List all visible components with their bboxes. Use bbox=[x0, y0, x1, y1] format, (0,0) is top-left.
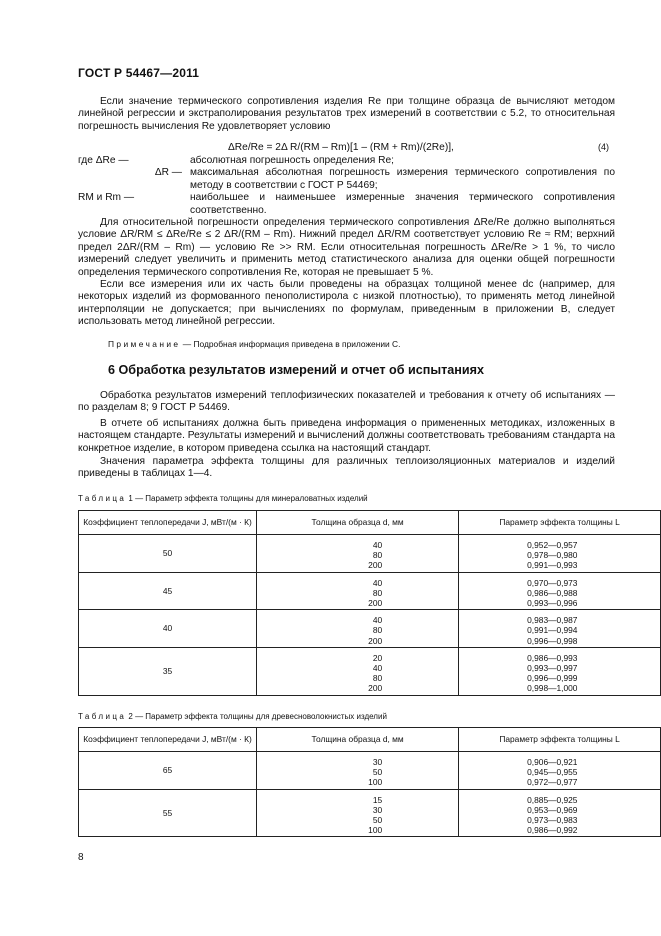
definition-term: ΔR — bbox=[154, 167, 182, 179]
parameter-cell bbox=[459, 647, 661, 695]
thickness-cell bbox=[257, 647, 459, 695]
paragraph-condition: Для относительной погрешности определения термического сопротивления ΔRe/Re должно выполняться условие ΔR/RM ≤ ΔRe/Re ≤ 2 ΔR/(RM – Rm). Нижний предел ΔR/RM соответствует условию Re ≈ RM; верхний предел 2ΔR/(RM – Rm) — условию Re >> RM. Если относительная погрешность ΔRe/Re > 1 %, то число измерений следует увеличить и применить метод статистического анализа для оценки общей погрешности определения термического сопротивления Re, которая не превышает 5 %. bbox=[78, 217, 615, 278]
paragraph-linear-regression: Если значение термического сопротивления изделия Re при толщине образца de вычисляют методом линейной регрессии и экстраполирования результатов трех измерений в соответствии с 5.2, то относительная погрешность вычисления Re удовлетворяет условию bbox=[78, 96, 615, 132]
thickness-value: 200 bbox=[368, 683, 383, 694]
formula-4: ΔRe/Re = 2Δ R/(RM – Rm)[1 – (RM + Rm)/(2Re)], bbox=[228, 142, 454, 153]
thickness-value: 100 bbox=[368, 825, 383, 836]
thickness-value: 50 bbox=[372, 815, 383, 826]
coefficient-cell: 35 bbox=[79, 647, 257, 695]
definition-item bbox=[78, 155, 615, 167]
section-paragraph-3: Значения параметра эффекта толщины для различных теплоизоляционных материалов и изделий приведены в таблицах 1—4. bbox=[78, 456, 615, 480]
parameter-value: 0,983—0,987 bbox=[527, 615, 578, 626]
thickness-value: 80 bbox=[372, 625, 383, 636]
definition-desc: абсолютная погрешность определения Re; bbox=[190, 155, 394, 166]
header-thickness: Толщина образца d, мм bbox=[257, 511, 459, 535]
definition-desc: наибольшее и наименьшее измеренные значения термического сопротивления соответственно. bbox=[190, 192, 615, 216]
table-row bbox=[79, 535, 661, 573]
header-coefficient: Коэффициент теплопередачи J, мВт/(м · К) bbox=[79, 511, 257, 535]
header-parameter: Параметр эффекта толщины L bbox=[459, 511, 661, 535]
table2-caption-label: Таблица bbox=[78, 712, 127, 721]
section-title: 6 Обработка результатов измерений и отчет об испытаниях bbox=[108, 363, 484, 377]
thickness-value: 40 bbox=[372, 540, 383, 550]
table1-caption bbox=[78, 494, 368, 504]
thickness-value: 200 bbox=[368, 560, 383, 571]
page-number: 8 bbox=[78, 852, 84, 863]
definition-term: RM и Rm — bbox=[78, 192, 135, 204]
thickness-cell bbox=[257, 789, 459, 837]
table2 bbox=[78, 727, 661, 837]
parameter-value: 0,996—0,998 bbox=[527, 635, 578, 646]
parameter-value: 0,991—0,994 bbox=[527, 625, 578, 636]
table-row bbox=[79, 610, 661, 648]
formula-number: (4) bbox=[598, 142, 609, 152]
header-parameter: Параметр эффекта толщины L bbox=[459, 728, 661, 752]
parameter-value: 0,972—0,977 bbox=[527, 777, 578, 788]
note-label: Примечание bbox=[108, 339, 181, 349]
parameter-value: 0,993—0,996 bbox=[527, 598, 578, 609]
parameter-value: 0,991—0,993 bbox=[527, 560, 578, 571]
section-paragraph-2: В отчете об испытаниях должна быть приведена информация о примененных методиках, изложенных в настоящем стандарте. Результаты измерений и вычислений должны соответствовать требованиям стандарта на конкретное изделие, в котором приведена ссылка на настоящий стандарт. bbox=[78, 418, 615, 454]
thickness-value: 40 bbox=[372, 577, 383, 588]
thickness-cell bbox=[257, 535, 459, 573]
table-row bbox=[79, 789, 661, 837]
parameter-value: 0,906—0,921 bbox=[527, 757, 578, 767]
definition-item bbox=[78, 192, 615, 217]
parameter-value: 0,970—0,973 bbox=[527, 577, 578, 588]
section-paragraph-1: Обработка результатов измерений теплофизических показателей и требования к отчету об испытаниях — по разделам 8; 9 ГОСТ Р 54469. bbox=[78, 390, 615, 414]
header-thickness: Толщина образца d, мм bbox=[257, 728, 459, 752]
parameter-cell bbox=[459, 610, 661, 648]
note-text: — Подробная информация приведена в приложении С. bbox=[180, 339, 401, 349]
parameter-cell bbox=[459, 789, 661, 837]
parameter-cell bbox=[459, 752, 661, 790]
thickness-value: 80 bbox=[372, 550, 383, 561]
coefficient-cell: 65 bbox=[79, 752, 257, 790]
parameter-value: 0,986—0,993 bbox=[527, 652, 578, 663]
parameter-cell bbox=[459, 572, 661, 610]
thickness-value: 30 bbox=[372, 804, 383, 815]
thickness-value: 40 bbox=[372, 615, 383, 626]
parameter-value: 0,986—0,992 bbox=[527, 825, 578, 836]
table-row bbox=[79, 572, 661, 610]
thickness-cell bbox=[257, 752, 459, 790]
thickness-value: 40 bbox=[372, 663, 383, 674]
definitions-list bbox=[78, 155, 615, 217]
document-header: ГОСТ Р 54467—2011 bbox=[78, 66, 200, 80]
table1 bbox=[78, 510, 661, 696]
definition-desc: максимальная абсолютная погрешность измерения термического сопротивления по методу в соответствии с ГОСТ Р 54469; bbox=[190, 167, 615, 191]
parameter-value: 0,986—0,988 bbox=[527, 587, 578, 598]
parameter-value: 0,945—0,955 bbox=[527, 767, 578, 778]
note bbox=[108, 339, 400, 350]
thickness-value: 20 bbox=[372, 652, 383, 663]
coefficient-cell: 40 bbox=[79, 610, 257, 648]
coefficient-cell: 50 bbox=[79, 535, 257, 573]
table-row bbox=[79, 752, 661, 790]
thickness-value: 15 bbox=[372, 794, 383, 805]
thickness-cell bbox=[257, 572, 459, 610]
thickness-value: 80 bbox=[372, 587, 383, 598]
parameter-value: 0,993—0,997 bbox=[527, 663, 578, 674]
coefficient-cell: 55 bbox=[79, 789, 257, 837]
parameter-cell bbox=[459, 535, 661, 573]
table1-caption-text: 1 — Параметр эффекта толщины для минераловатных изделий bbox=[126, 494, 368, 503]
parameter-value: 0,952—0,957 bbox=[527, 540, 578, 550]
thickness-value: 50 bbox=[372, 767, 383, 778]
thickness-value: 100 bbox=[368, 777, 383, 788]
thickness-cell bbox=[257, 610, 459, 648]
coefficient-cell: 45 bbox=[79, 572, 257, 610]
table1-caption-label: Таблица bbox=[78, 494, 127, 503]
paragraph-interpolation: Если все измерения или их часть были проведены на образцах толщиной менее dc (например, для некоторых изделий из формованного пенополистирола с низкой плотностью), то применять метод линейной интерполяции не допускается; при вычислениях по формулам, приведенным в приложении В, следует использовать метод линейной регрессии. bbox=[78, 279, 615, 328]
header-coefficient: Коэффициент теплопередачи J, мВт/(м · К) bbox=[79, 728, 257, 752]
parameter-value: 0,978—0,980 bbox=[527, 550, 578, 561]
table-row bbox=[79, 647, 661, 695]
thickness-value: 200 bbox=[368, 598, 383, 609]
table2-caption-text: 2 — Параметр эффекта толщины для древесноволокнистых изделий bbox=[126, 712, 387, 721]
thickness-value: 30 bbox=[372, 757, 383, 767]
table-header-row bbox=[79, 728, 661, 752]
parameter-value: 0,996—0,999 bbox=[527, 673, 578, 684]
thickness-value: 200 bbox=[368, 635, 383, 646]
definition-term: где ΔRe — bbox=[78, 155, 129, 166]
parameter-value: 0,998—1,000 bbox=[527, 683, 578, 694]
parameter-value: 0,953—0,969 bbox=[527, 804, 578, 815]
table2-caption bbox=[78, 712, 387, 722]
thickness-value: 80 bbox=[372, 673, 383, 684]
definition-item bbox=[78, 167, 615, 192]
parameter-value: 0,973—0,983 bbox=[527, 815, 578, 826]
table-header-row bbox=[79, 511, 661, 535]
parameter-value: 0,885—0,925 bbox=[527, 794, 578, 805]
